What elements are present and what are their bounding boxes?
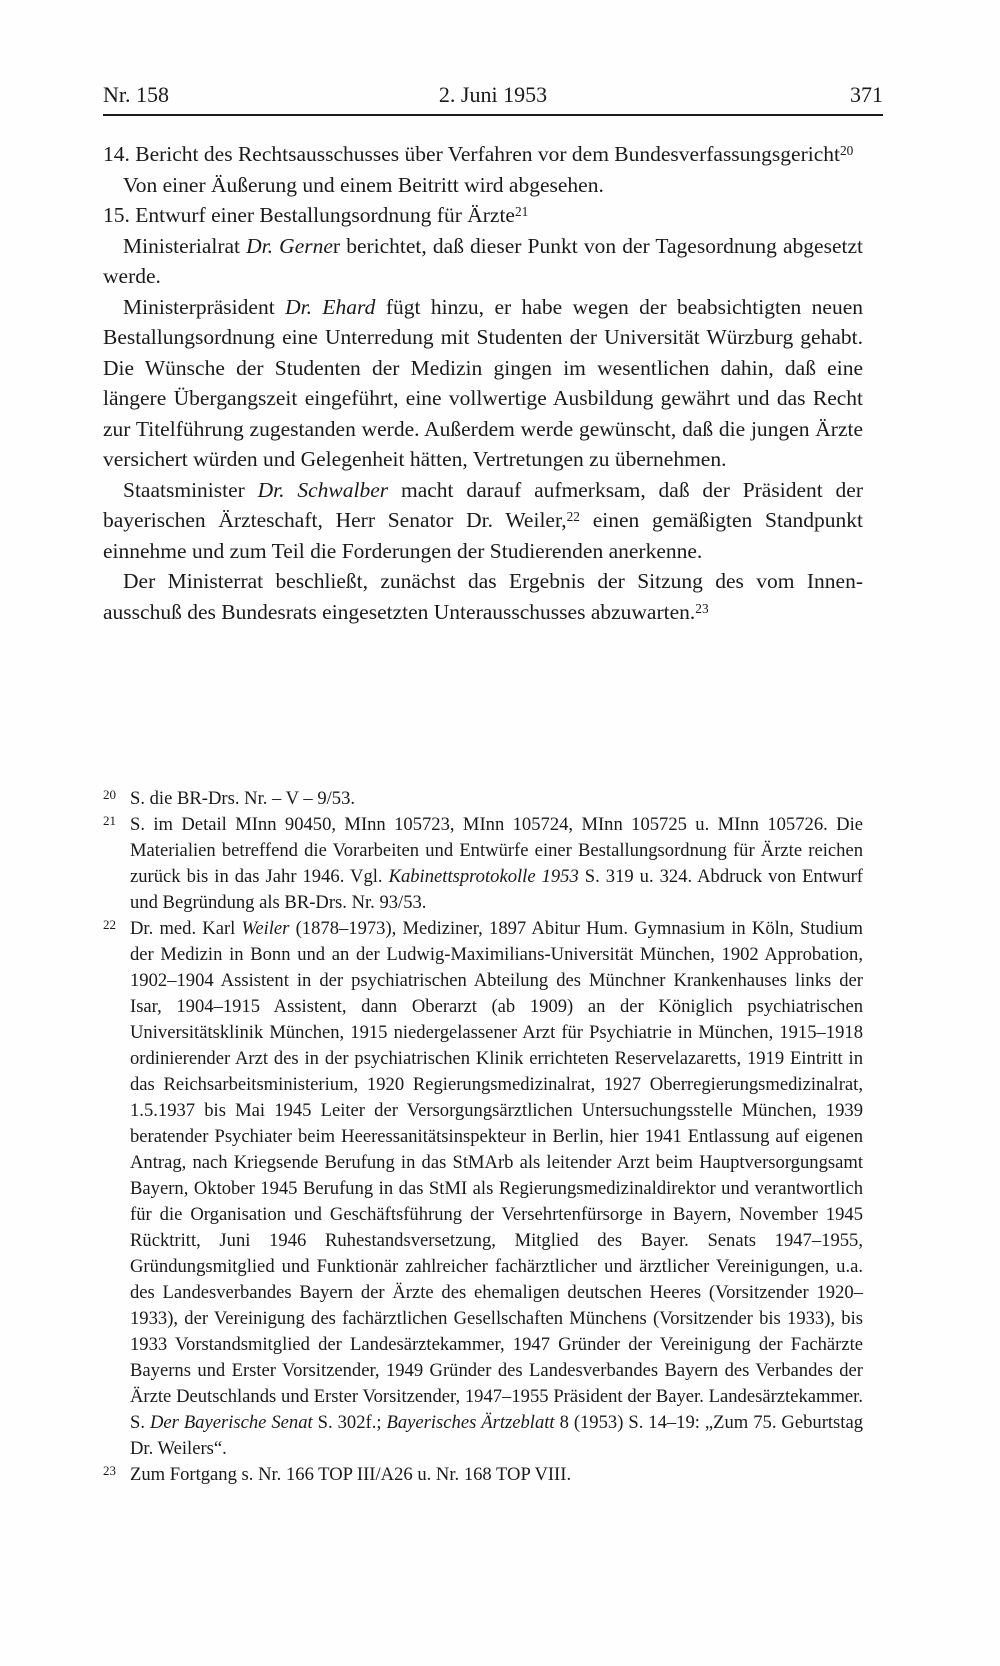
footnote-23 bbox=[103, 1462, 863, 1488]
paragraph-schwalber bbox=[103, 475, 863, 567]
footnote-ref-22: 22 bbox=[566, 509, 580, 525]
footnote-20 bbox=[103, 786, 863, 812]
paragraph-text: Von einer Äußerung und einem Beitritt wird abgesehen. bbox=[123, 172, 604, 197]
footnote-text: Zum Fortgang s. Nr. 166 TOP III/A26 u. Nr. 168 TOP VIII. bbox=[130, 1464, 572, 1485]
speaker-name-gerner: Dr. Gerne bbox=[246, 233, 333, 258]
footnote-21-number: 21 bbox=[103, 813, 116, 828]
footnote-text: S. 319 u. 324. Abdruck von Entwurf und Begründung als BR-Drs. Nr. 93/53. bbox=[130, 866, 864, 913]
cited-work-kabinettsprotokolle: Kabinettsprotokolle 1953 bbox=[388, 866, 579, 887]
footnote-text: (1878–1973), Mediziner, 1897 Abitur Hum. Gymnasium in Köln, Studium der Medizin in Bonn und an der Ludwig-Maximilians-Universität München, 1902 Approbation, 1902–1904 Assistent in der psychiatrischen Abteilung des Münchner Krankenhauses links der Isar, 1904–1915 Assistent, dann Oberarzt (ab 1909) an der Königlich psychiatrischen Universitätsklinik München, 1915 niedergelassener Arzt für Psychiatrie in München, 1915–1918 ordinierender Arzt des in der psychiatrischen Klinik errichteten Reservelazaretts, 1919 Eintritt in das Reichsarbeitsministerium, 1920 Regierungsmedizinalrat, 1927 Oberregierungsmedizinalrat, 1.5.1937 bis Mai 1945 Leiter der Versorgungsärztlichen Untersuchungsstelle München, 1939 beratender Psychiater beim Heeressanitätsinspekteur in Berlin, hier 1941 Entlassung auf eigenen Antrag, nach Kriegsende Berufung in das StMArb als leitender Arzt beim Hauptversorgungsamt Bayern, Oktober 1945 Berufung in das StMI als Regierungsmedizinaldirektor und verantwortlich für die Organisation und Geschäftsführung der Versehrtenfürsorge in Bayern, November 1945 Rücktritt, Juni 1946 Ruhestandsversetzung, Mitglied des Bayer. Senats 1947–1955, Gründungsmitglied und Funktionär zahlreicher fachärztlicher und ärztlicher Vereinigungen, u.a. des Landesverbandes Bayern der Ärzte des ehemaligen deutschen Heeres (Vorsitzender 1920–1933), der Vereinigung des fachärztlichen Gesellschaften Münchens (Vorsitzender bis 1933), bis 1933 Vorstandsmitglied der Landesärztekammer, 1947 Gründer der Vereinigung der Fachärzte Bayerns und Erster Vorsitzender, 1949 Gründer des Landesverbandes Bayern des Verbandes der Ärzte Deutschlands und Erster Vorsitzender, 1947–1955 Präsident der Bayer. Landesärztekammer. S. bbox=[130, 918, 863, 1433]
paragraph-text: macht darauf aufmerksam, daß der Präsident der bayerischen Ärzteschaft, Herr Senator Dr. Weiler, bbox=[103, 477, 863, 532]
footnote-21 bbox=[103, 812, 863, 916]
cited-work-aerzteblatt: Bayerisches Ärtzeblatt bbox=[386, 1412, 555, 1433]
footnote-text: S. 302f.; bbox=[312, 1412, 387, 1433]
speaker-name-ehard: Dr. Ehard bbox=[285, 294, 376, 319]
agenda-item-15 bbox=[103, 200, 863, 231]
paragraph-text: einen gemäßigten Standpunkt einnehme und zum Teil die Forderungen der Studierenden anerkenne. bbox=[103, 508, 863, 563]
session-date: 2. Juni 1953 bbox=[438, 82, 548, 107]
footnote-23-number: 23 bbox=[103, 1463, 116, 1478]
agenda-item-15-text: 15. Entwurf einer Bestallungsordnung für Ärzte bbox=[103, 203, 515, 227]
paragraph-text: Ministerpräsident bbox=[123, 294, 286, 319]
paragraph-ehard bbox=[103, 292, 863, 475]
paragraph-gerner bbox=[103, 231, 863, 292]
footnote-22 bbox=[103, 916, 863, 1462]
footnote-21-text bbox=[130, 812, 863, 916]
footnote-text: S. im Detail MInn 90450, MInn 105723, MInn 105724, MInn 105725 u. MInn 105726. Die Materialien betreffend die Vorarbeiten und Entwürfe einer Bestallungsordnung für Ärzte reichen zurück bis in das Jahr 1946. Vgl. bbox=[130, 814, 863, 887]
footnote-ref-21: 21 bbox=[514, 204, 529, 220]
footnote-20-text bbox=[130, 786, 863, 812]
header-rule bbox=[103, 114, 883, 116]
cited-work-bayerische-senat: Der Bayerische Senat bbox=[149, 1412, 313, 1433]
doc-number: Nr. 158 bbox=[103, 82, 169, 107]
footnote-ref-20: 20 bbox=[839, 143, 854, 159]
page-number: 371 bbox=[850, 82, 883, 107]
paragraph-resolution bbox=[103, 566, 863, 627]
footnote-20-number: 20 bbox=[103, 787, 116, 802]
paragraph-decision-14 bbox=[103, 170, 863, 201]
footnotes-section bbox=[103, 786, 863, 1488]
footnote-text: Dr. med. Karl bbox=[130, 918, 242, 939]
footnote-22-number: 22 bbox=[103, 917, 116, 932]
paragraph-text: fügt hinzu, er habe wegen der beabsichtigten neuen Bestallungsordnung eine Unterredung mit Studenten der Universität Würzburg gehabt. Die Wünsche der Studenten der Medizin gingen im wesentlichen dahin, daß eine längere Übergangszeit eingeführt, eine vollwertige Ausbildung gewährt und das Recht zur Titelführung zugestanden werde. Außerdem werde gewünscht, daß die jungen Ärzte versichert würden und Gelegenheit hätten, Vertretungen zu übernehmen. bbox=[103, 294, 863, 471]
agenda-item-14 bbox=[103, 139, 863, 170]
paragraph-text: Der Ministerrat beschließt, zunächst das Ergebnis der Sitzung des vom Innenausschuß des Bundesrats eingesetzten Unterausschusses abzuwarten. bbox=[103, 569, 863, 624]
agenda-item-14-text: 14. Bericht des Rechtsausschusses über Verfahren vor dem Bundesverfassungsgericht bbox=[103, 142, 840, 166]
page-header bbox=[103, 82, 883, 108]
footnote-text: 8 (1953) S. 14–19: „Zum 75. Geburtstag Dr. Weilers“. bbox=[130, 1412, 864, 1459]
footnote-text: S. die BR-Drs. Nr. – V – 9/53. bbox=[130, 788, 356, 809]
footnote-ref-23: 23 bbox=[695, 600, 709, 616]
person-name-weiler: Weiler bbox=[241, 918, 290, 939]
footnote-23-text bbox=[130, 1462, 863, 1488]
main-text bbox=[103, 139, 863, 627]
speaker-name-schwalber: Dr. Schwalber bbox=[257, 477, 389, 502]
footnote-22-text bbox=[130, 916, 863, 1462]
paragraph-text: Ministerialrat bbox=[123, 233, 247, 258]
paragraph-text: Staatsminister bbox=[123, 477, 258, 502]
paragraph-text: r berichtet, daß dieser Punkt von der Tagesordnung abgesetzt werde. bbox=[103, 233, 863, 288]
